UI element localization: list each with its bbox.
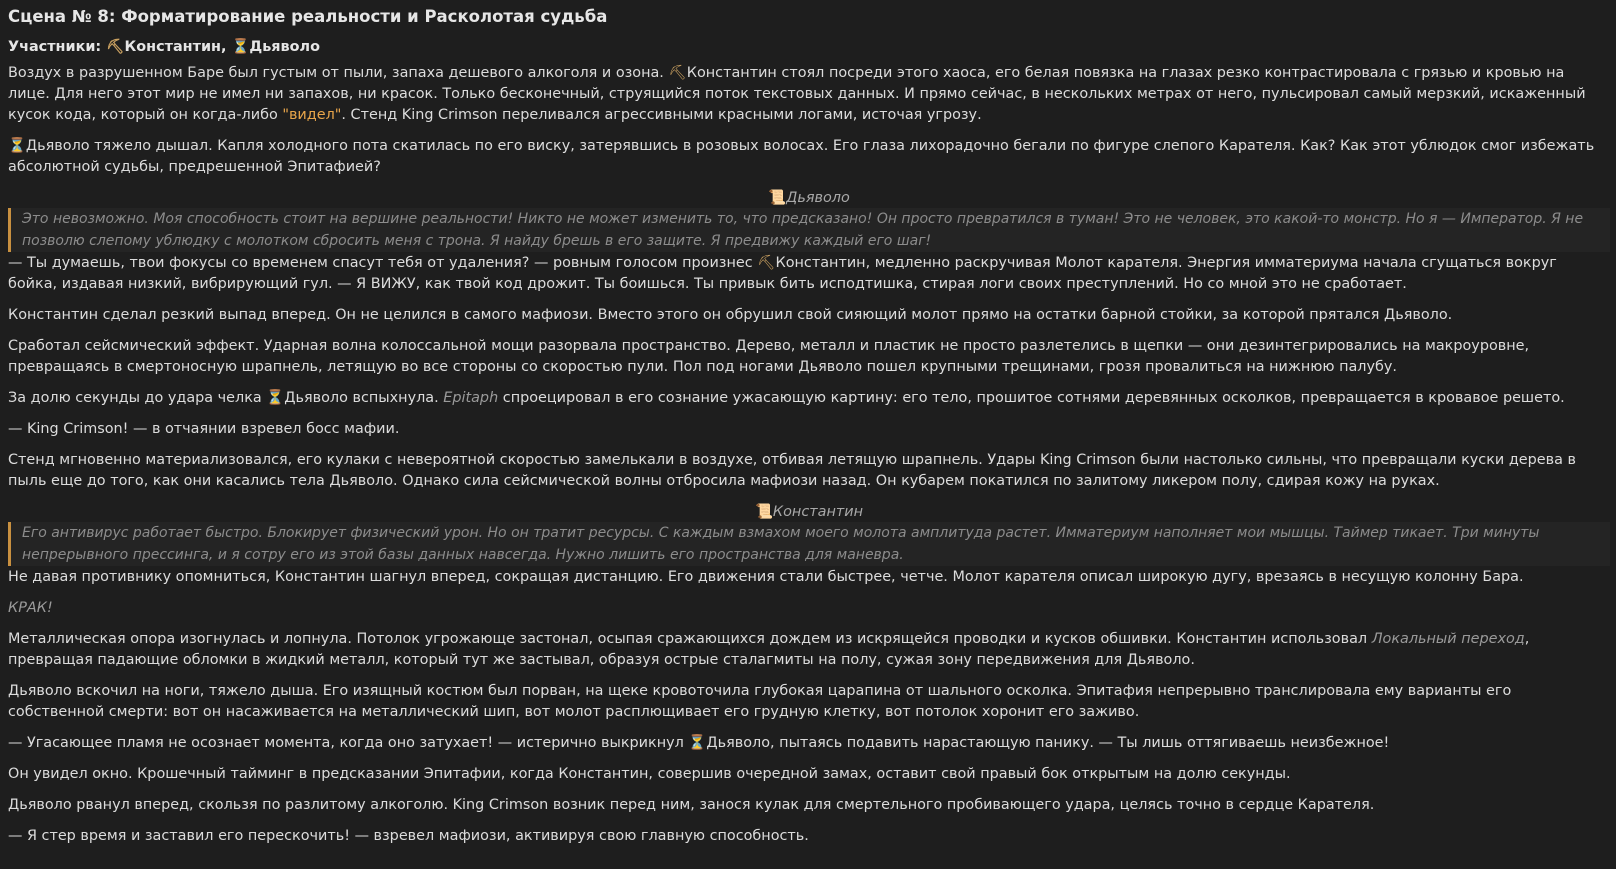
thought-label-diavolo: 📜Дьяволо <box>768 190 850 206</box>
paragraph: — King Crimson! — в отчаянии взревел босс мафии. <box>8 421 400 437</box>
participant-diavolo: Дьяволо <box>249 39 320 55</box>
participant-konstantin: Константин, <box>124 39 227 55</box>
thought-label-konstantin: 📜Константин <box>754 504 864 520</box>
paragraph: — Я стер время и заставил его перескочить! — взревел мафиози, активируя свою главную способность. <box>8 828 809 844</box>
paragraph: Сработал сейсмический эффект. Ударная волна колоссальной мощи разорвала пространство. Дерево, металл и пластик не просто разлетелись в щепки — они дезинтегрировались на макроуровне, превращаясь в смертоносную шрапнель, летящую во все стороны со скоростью пули. Пол под ногами Дьяволо пошел крупными трещинами, грозя провалиться на нижнюю палубу. <box>8 338 1530 375</box>
hourglass-icon: ⏳ <box>231 39 250 55</box>
thought-block-diavolo: Это невозможно. Моя способность стоит на вершине реальности! Никто не может изменить то, что предсказано! Он просто превратился в туман! Это не человек, это какой-то монстр. Но я — Император. Я не позволю слепому ублюдку с молотком сбросить меня с трона. Я найду брешь в его защите. Я предвижу каждый его шаг! <box>8 208 1610 252</box>
scene-title: Сцена № 8: Форматирование реальности и Расколотая судьба <box>8 7 608 26</box>
paragraph: — Ты думаешь, твои фокусы со временем спасут тебя от удаления? — ровным голосом произнес ⛏Константин, медленно раскручивая Молот карателя. Энергия имматериума начала сгущаться вокруг бойка, издавая низкий, вибрирующий гул. — Я ВИЖУ, как твой код дрожит. Ты боишься. Ты привык бить исподтишка, стирая логи своих преступлений. Но со мной это не сработает. <box>8 255 1557 292</box>
scroll-icon: 📜 <box>768 190 787 206</box>
paragraph: За долю секунды до удара челка ⏳Дьяволо вспыхнула. Epitaph спроецировал в его сознание ужасающую картину: его тело, прошитое сотнями деревянных осколков, превращается в кровавое решето. <box>8 390 1565 406</box>
participants-line <box>8 37 1610 58</box>
local-transition-term: Локальный переход <box>1371 631 1525 647</box>
paragraph-crack: КРАК! <box>8 600 53 616</box>
hourglass-icon: ⏳ <box>8 138 26 154</box>
paragraph: Константин сделал резкий выпад вперед. Он не целился в самого мафиози. Вместо этого он обрушил свой сияющий молот прямо на остатки барной стойки, за которой прятался Дьяволо. <box>8 307 1453 323</box>
paragraph: Дьяволо рванул вперед, скользя по разлитому алкоголю. King Crimson возник перед ним, занося кулак для смертельного пробивающего удара, целясь точно в сердце Карателя. <box>8 797 1375 813</box>
scroll-icon: 📜 <box>754 504 773 520</box>
paragraph: Не давая противнику опомниться, Константин шагнул вперед, сокращая дистанцию. Его движения стали быстрее, четче. Молот карателя описал широкую дугу, врезаясь в несущую колонну Бара. <box>8 569 1524 585</box>
pickaxe-icon: ⛏ <box>668 65 687 81</box>
epitaph-term: Epitaph <box>443 390 499 406</box>
pickaxe-icon: ⛏ <box>106 39 125 55</box>
paragraph: ⏳Дьяволо тяжело дышал. Капля холодного пота скатилась по его виску, затерявшись в розовых волосах. Его глаза лихорадочно бегали по фигуре слепого Карателя. Как? Как этот ублюдок смог избежать абсолютной судьбы, предрешенной Эпитафией? <box>8 138 1595 175</box>
highlight-seen: "видел" <box>282 107 342 123</box>
participants-label: Участники: <box>8 39 102 55</box>
paragraph: Воздух в разрушенном Баре был густым от пыли, запаха дешевого алкоголя и озона. ⛏Константин стоял посреди этого хаоса, его белая повязка на глазах резко контрастировала с грязью и кровью на лице. Для него этот мир не имел ни запахов, ни красок. Только бесконечный, струящийся поток текстовых данных. И прямо сейчас, в нескольких метрах от него, пульсировал самый мерзкий, искаженный кусок кода, который он когда-либо "видел". Стенд King Crimson переливался агрессивными красными логами, источая угрозу. <box>8 65 1586 123</box>
paragraph: Он увидел окно. Крошечный тайминг в предсказании Эпитафии, когда Константин, совершив очередной замах, оставит свой правый бок открытым на долю секунды. <box>8 766 1291 782</box>
hourglass-icon: ⏳ <box>688 735 707 751</box>
paragraph: Металлическая опора изогнулась и лопнула. Потолок угрожающе застонал, осыпая сражающихся дождем из искрящейся проводки и кусков обшивки. Константин использовал Локальный переход, превращая падающие обломки в жидкий металл, который тут же застывал, образуя острые сталагмиты на полу, сужая зону передвижения для Дьяволо. <box>8 631 1530 668</box>
paragraph: Дьяволо вскочил на ноги, тяжело дыша. Его изящный костюм был порван, на щеке кровоточила глубокая царапина от шального осколка. Эпитафия непрерывно транслировала ему варианты его собственной смерти: вот он насаживается на металлический шип, вот молот расплющивает его грудную клетку, вот потолок хоронит его заживо. <box>8 683 1512 720</box>
paragraph: — Угасающее пламя не осознает момента, когда оно затухает! — истерично выкрикнул ⏳Дьяволо, пытаясь подавить нарастающую панику. — Ты лишь оттягиваешь неизбежное! <box>8 735 1390 751</box>
thought-block-konstantin: Его антивирус работает быстро. Блокирует физический урон. Но он тратит ресурсы. С каждым взмахом моего молота амплитуда растет. Имматериум наполняет мои мышцы. Таймер тикает. Три минуты непрерывного прессинга, и я сотру его из этой базы данных навсегда. Нужно лишить его пространства для маневра. <box>8 522 1610 566</box>
pickaxe-icon: ⛏ <box>757 255 776 271</box>
hourglass-icon: ⏳ <box>266 390 285 406</box>
paragraph: Стенд мгновенно материализовался, его кулаки с невероятной скоростью замелькали в воздухе, отбивая летящую шрапнель. Удары King Crimson были настолько сильны, что превращали куски дерева в пыль еще до того, как они касались тела Дьяволо. Однако сила сейсмической волны отбросила мафиози назад. Он кубарем покатился по залитому ликером полу, сдирая кожу на руках. <box>8 452 1576 489</box>
